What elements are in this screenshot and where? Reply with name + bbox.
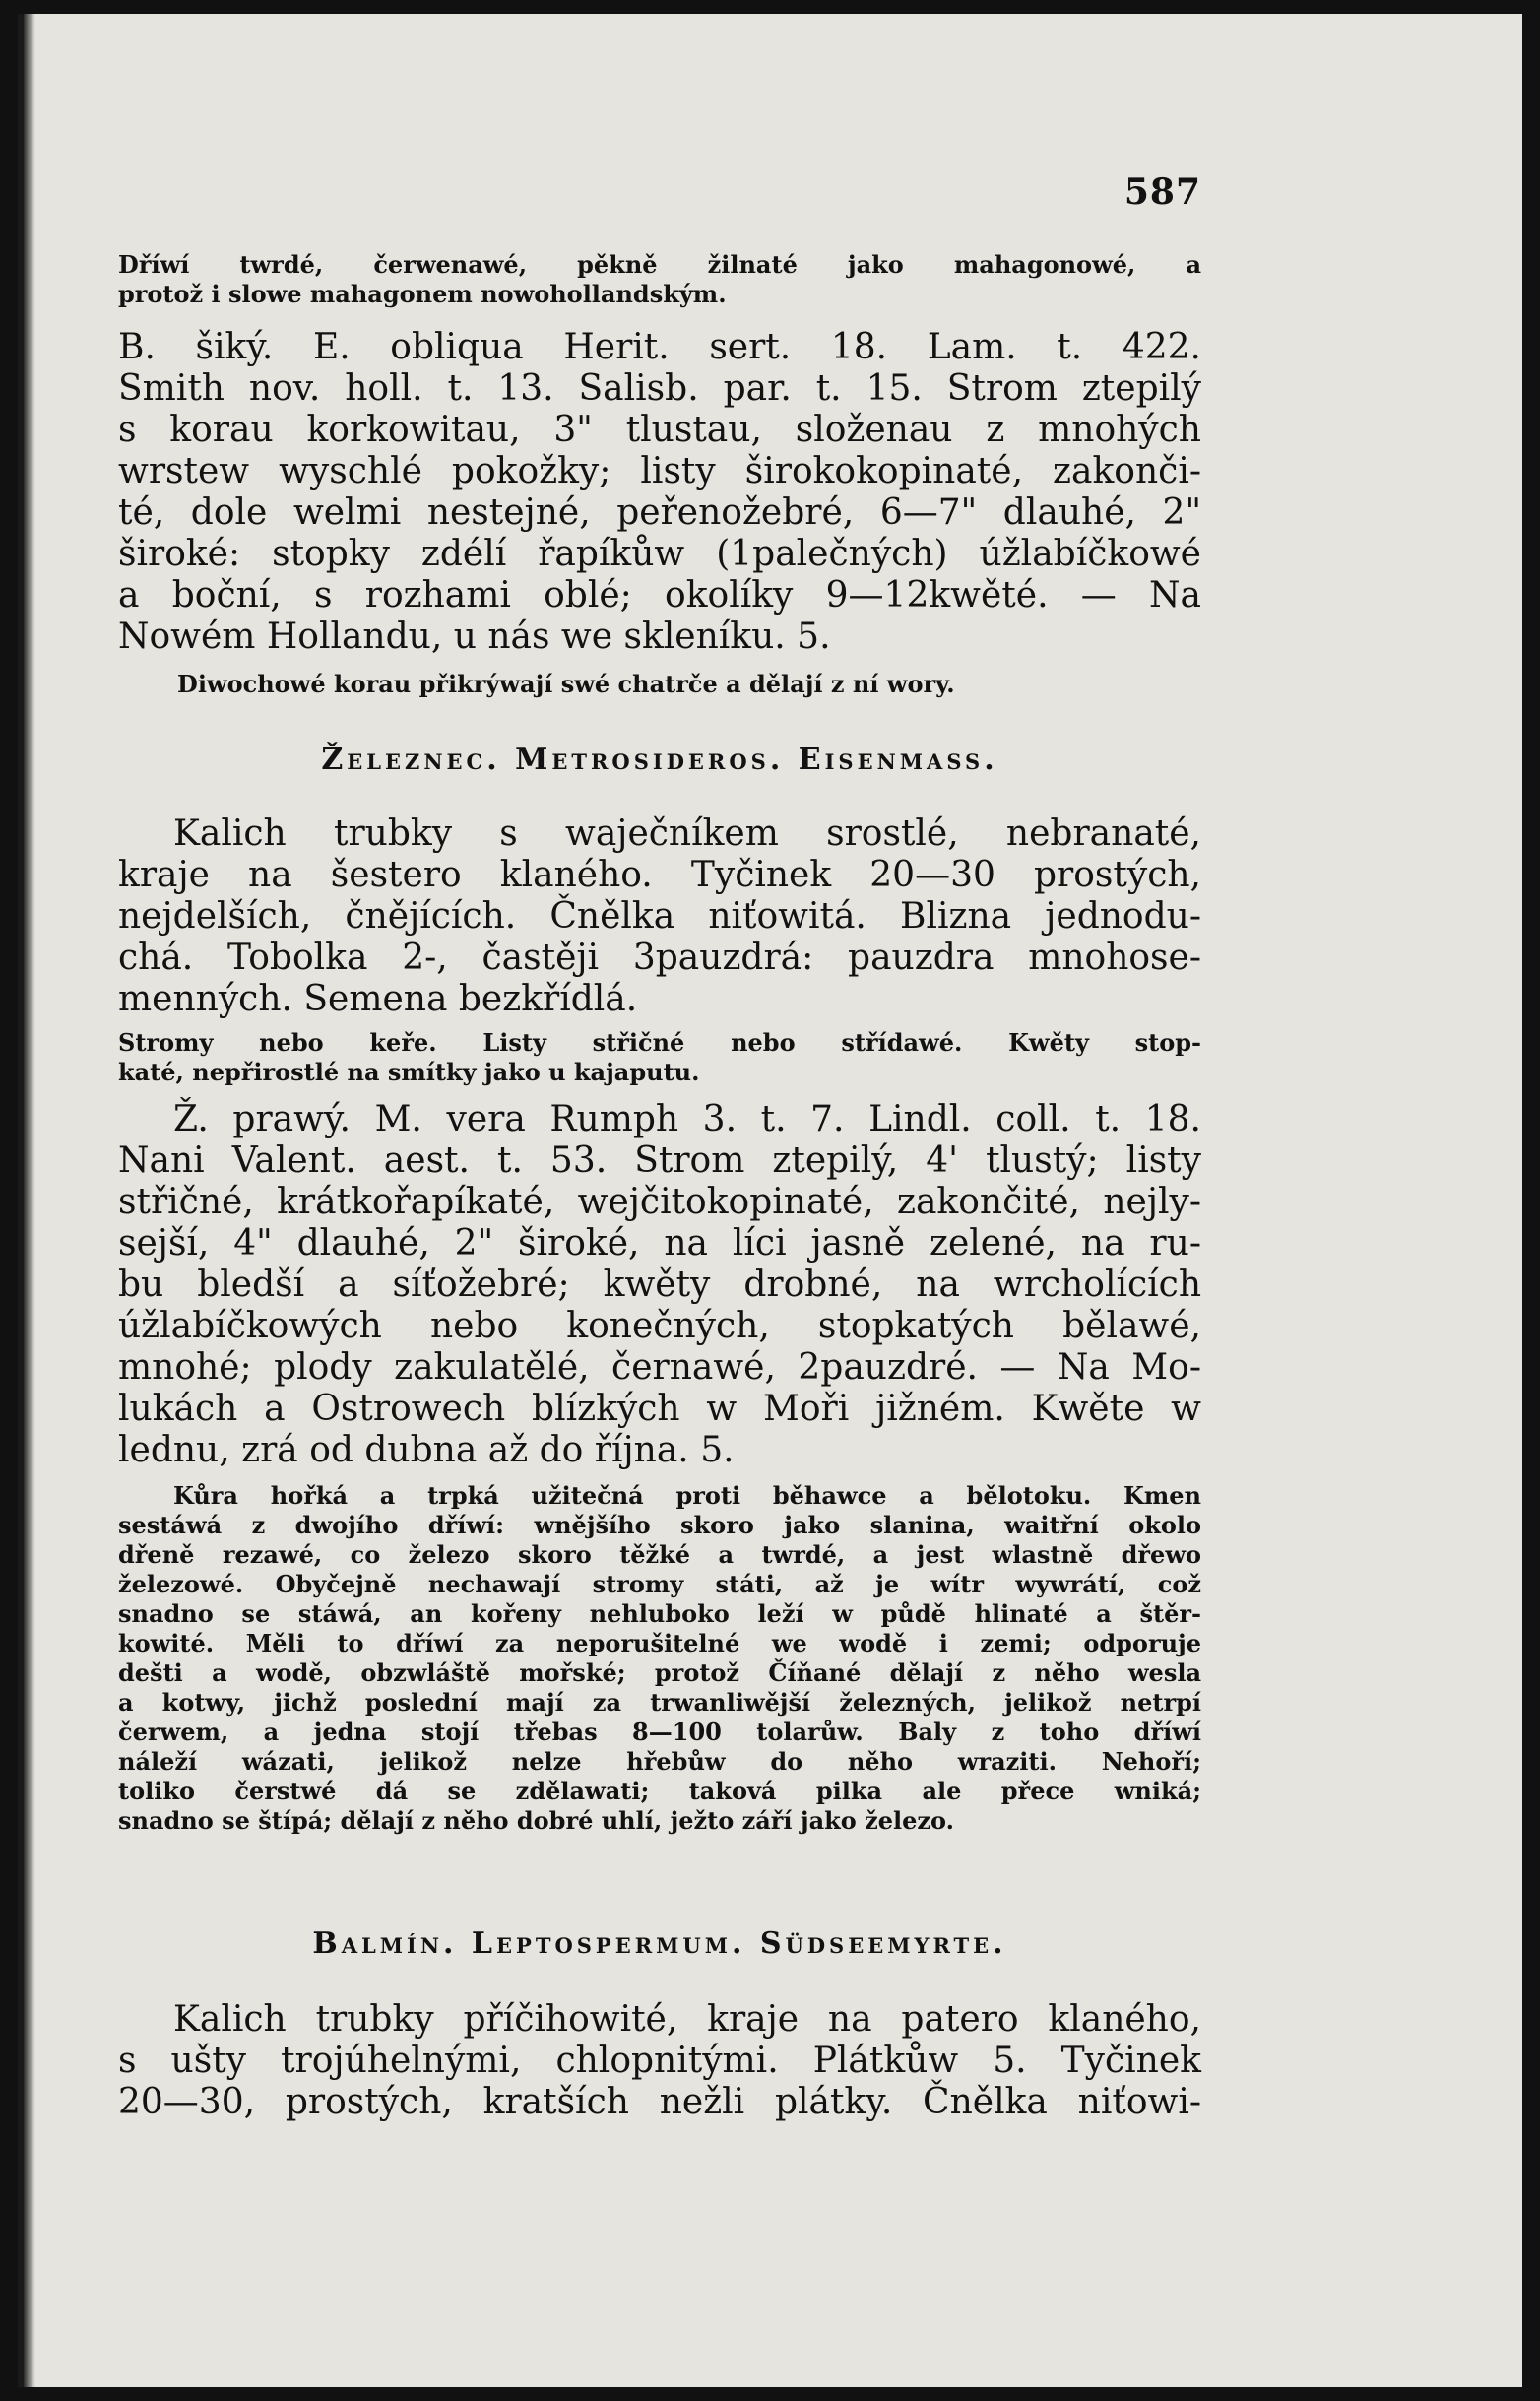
text-line: mnohé; plody zakulatělé, černawé, 2pauzdré. — Na Mo- [118,1347,1201,1388]
text-line: menných. Semena bezkřídlá. [118,979,638,1019]
text-line: Kalich trubky příčihowité, kraje na patero klaného, [173,1999,1201,2040]
text-line: sejší, 4" dlauhé, 2" široké, na líci jasně zelené, na ru- [118,1223,1201,1264]
text-line: Kalich trubky s waječníkem srostlé, nebranaté, [173,813,1201,854]
species-vera-note [118,1481,1201,1836]
page-binding-shadow [24,14,35,2387]
text-line: chá. Tobolka 2-, častěji 3pauzdrá: pauzdra mnohose- [118,938,1201,978]
text-line: lednu, zrá od dubna až do října. 5. [118,1430,735,1470]
text-line: s korau korkowitau, 3" tlustau, složenau z mnohých [118,410,1201,450]
text-line: B. šiký. E. obliqua Herit. sert. 18. Lam. t. 422. [118,327,1201,367]
species-vera [118,1099,1201,1471]
text-line: snadno se stáwá, an kořeny nehluboko leží w půdě hlinaté a štěr- [118,1599,1201,1628]
text-line: kowité. Měli to dříwí za neporušitelné we wodě i zemi; odporuje [118,1629,1201,1657]
text-line: kraje na šestero klaného. Tyčinek 20—30 prostých, [118,855,1201,895]
text-line: snadno se štípá; dělají z něho dobré uhlí, ježto září jako železo. [118,1806,954,1835]
genus-metrosideros-description [118,813,1201,1020]
text-line: a kotwy, jichž poslední mají za trwanliwější železných, jelikož netrpí [118,1688,1201,1717]
text-line: bu bledší a síťožebré; kwěty drobné, na wrcholících [118,1265,1201,1305]
text-line: Nani Valent. aest. t. 53. Strom ztepilý, 4' tlustý; listy [118,1140,1201,1181]
text-line: železowé. Obyčejně nechawají stromy státi, až je wítr wywrátí, což [118,1570,1201,1598]
text-line: široké: stopky zdélí řapíkůw (1palečných) úžlabíčkowé [118,534,1201,574]
text-line: čerwem, a jedna stojí třebas 8—100 tolarůw. Baly z toho dříwí [118,1718,1201,1746]
genus-heading-leptospermum: Balmín. Leptospermum. Südseemyrte. [312,1926,1007,1961]
text-line: střičné, krátkořapíkaté, wejčitokopinaté, zakončité, nejly- [118,1182,1201,1222]
text-line: s ušty trojúhelnými, chlopnitými. Plátkůw 5. Tyčinek [118,2041,1201,2081]
species-obliqua [118,327,1201,658]
text-line: protož i slowe mahagonem nowohollandským. [118,280,727,308]
text-line: nejdelších, čnějících. Čnělka niťowitá. Blizna jednodu- [118,896,1201,937]
book-page [18,14,1522,2387]
genus-metrosideros-note [118,1028,1201,1087]
text-line: dřeně rezawé, co železo skoro těžké a twrdé, a jest wlastně dřewo [118,1540,1201,1569]
text-line: náleží wázati, jelikož nelze hřebůw do něho wraziti. Nehoří; [118,1747,1201,1776]
text-line: dešti a wodě, obzwláště mořské; protož Číňané dělají z něho wesla [118,1658,1201,1687]
text-line: Dříwí twrdé, čerwenawé, pěkně žilnaté jako mahagonowé, a [118,250,1201,279]
text-line: Nowém Hollandu, u nás we skleníku. 5. [118,616,831,657]
page-number: 587 [1123,171,1201,213]
text-line: Kůra hořká a trpká užitečná proti běhawce a bělotoku. Kmen [173,1481,1201,1510]
intro-note [118,250,1201,309]
genus-heading-metrosideros: Železnec. Metrosideros. Eisenmass. [321,743,998,777]
text-line: úžlabíčkowých nebo konečných, stopkatých bělawé, [118,1306,1201,1346]
species-obliqua-note: Diwochowé korau přikrýwají swé chatrče a dělají z ní wory. [177,670,955,698]
genus-leptospermum-description [118,1999,1201,2123]
text-line: 20—30, prostých, kratších nežli plátky. Čnělka niťowi- [118,2082,1201,2122]
text-line: Smith nov. holl. t. 13. Salisb. par. t. 15. Strom ztepilý [118,368,1201,409]
text-line: Stromy nebo keře. Listy střičné nebo střídawé. Kwěty stop- [118,1028,1201,1057]
text-line: katé, nepřirostlé na smítky jako u kajaputu. [118,1058,700,1086]
text-line: a boční, s rozhami oblé; okolíky 9—12kwěté. — Na [118,575,1201,616]
text-line: té, dole welmi nestejné, peřenožebré, 6—7" dlauhé, 2" [118,492,1201,533]
text-line: sestáwá z dwojího dříwí: wnějšího skoro jako slanina, waitřní okolo [118,1511,1201,1539]
text-line: toliko čerstwé dá se zdělawati; taková pilka ale přece wniká; [118,1777,1201,1805]
text-line: wrstew wyschlé pokožky; listy širokokopinaté, zakonči- [118,451,1201,491]
text-line: lukách a Ostrowech blízkých w Moři jižném. Kwěte w [118,1389,1201,1429]
text-line: Ž. prawý. M. vera Rumph 3. t. 7. Lindl. coll. t. 18. [173,1099,1201,1139]
